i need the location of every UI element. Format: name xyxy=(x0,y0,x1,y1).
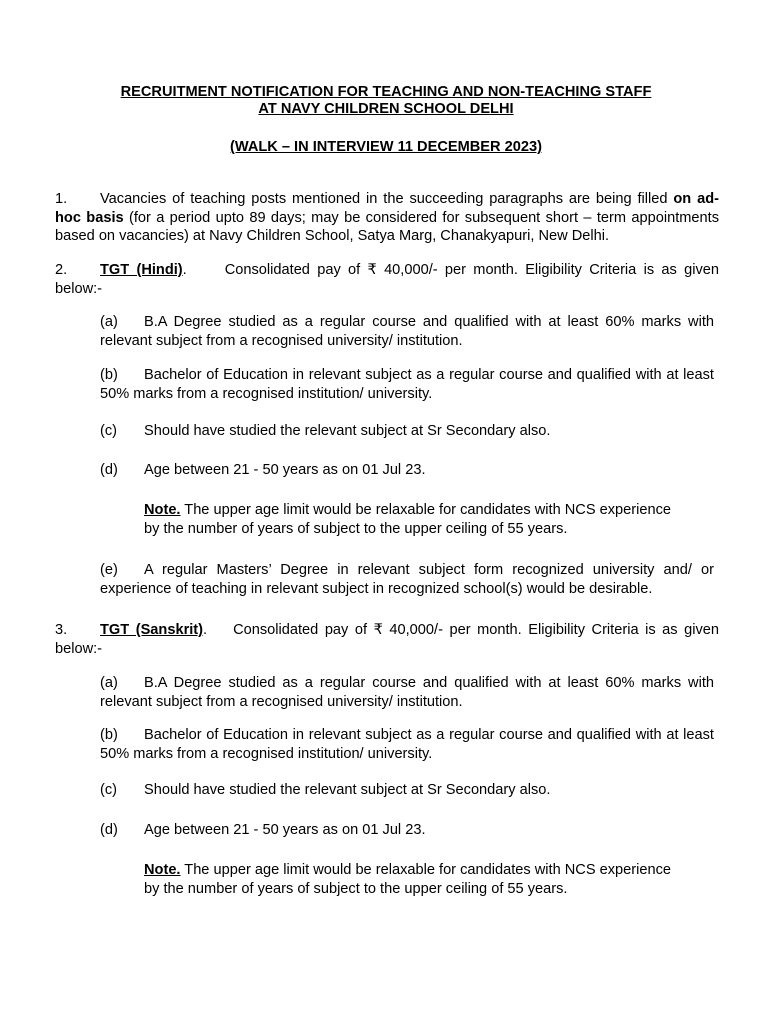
note-label: Note. xyxy=(144,862,181,878)
title-line-1: RECRUITMENT NOTIFICATION FOR TEACHING AND NON-TEACHING STAFF xyxy=(120,84,652,100)
criteria-item: (b) Bachelor of Education in relevant subject as a regular course and qualified with at least 50% marks from a recognised institution/ university. xyxy=(100,367,714,402)
paragraph-text: Vacancies of teaching posts mentioned in the succeeding paragraphs are being filled xyxy=(100,191,674,207)
criteria-item: (c) Should have studied the relevant subject at Sr Secondary also. xyxy=(100,423,551,439)
note-label: Note. xyxy=(144,502,181,518)
paragraph-text: (for a period upto 89 days; may be considered for subsequent short – term appointments based on vacancies) at Navy Children School, Satya Marg, Chanakyapuri, New Delhi. xyxy=(55,209,720,244)
paragraph-3: 3. TGT (Sanskrit). Consolidated pay of ₹ 40,000/- per month. Eligibility Criteria is as given below:- xyxy=(55,622,719,657)
criteria-item: (c) Should have studied the relevant subject at Sr Secondary also. xyxy=(100,782,551,798)
post-title: TGT (Hindi) xyxy=(100,262,183,278)
note: Note. The upper age limit would be relaxable for candidates with NCS experience by the number of years of subject to the upper ceiling of 55 years. xyxy=(144,862,672,897)
document-title xyxy=(0,84,768,156)
paragraph-number: 2. xyxy=(55,262,68,278)
criteria-item: (a) B.A Degree studied as a regular course and qualified with at least 60% marks with relevant subject from a recognised university/ institution. xyxy=(100,675,714,710)
paragraph-1 xyxy=(55,190,719,246)
title-line-2: AT NAVY CHILDREN SCHOOL DELHI xyxy=(258,101,514,117)
criteria-item: (a) B.A Degree studied as a regular course and qualified with at least 60% marks with relevant subject from a recognised university/ institution. xyxy=(100,314,714,349)
paragraph-number: 3. xyxy=(55,622,68,638)
criteria-item: (d) Age between 21 - 50 years as on 01 Jul 23. xyxy=(100,822,426,838)
paragraph-number: 1. xyxy=(55,191,68,207)
post-title: TGT (Sanskrit) xyxy=(100,622,204,638)
criteria-item: (b) Bachelor of Education in relevant subject as a regular course and qualified with at least 50% marks from a recognised institution/ university. xyxy=(100,727,714,762)
pay-text: Consolidated pay of ₹ 40,000/- per month. Eligibility Criteria is as given below:- xyxy=(55,262,719,297)
paragraph-bold-text: on ad-hoc basis xyxy=(55,191,719,226)
note: Note. The upper age limit would be relaxable for candidates with NCS experience by the number of years of subject to the upper ceiling of 55 years. xyxy=(144,502,672,537)
paragraph-2: 2. TGT (Hindi). Consolidated pay of ₹ 40,000/- per month. Eligibility Criteria is as given below:- xyxy=(55,262,719,297)
criteria-item: (e) A regular Masters’ Degree in relevant subject form recognized university and/ or experience of teaching in relevant subject in recognized school(s) would be desirable. xyxy=(100,562,714,597)
pay-text: Consolidated pay of ₹ 40,000/- per month. Eligibility Criteria is as given below:- xyxy=(55,622,719,657)
criteria-item: (d) Age between 21 - 50 years as on 01 Jul 23. xyxy=(100,462,426,478)
walkin-date: (WALK – IN INTERVIEW 11 DECEMBER 2023) xyxy=(230,139,542,155)
